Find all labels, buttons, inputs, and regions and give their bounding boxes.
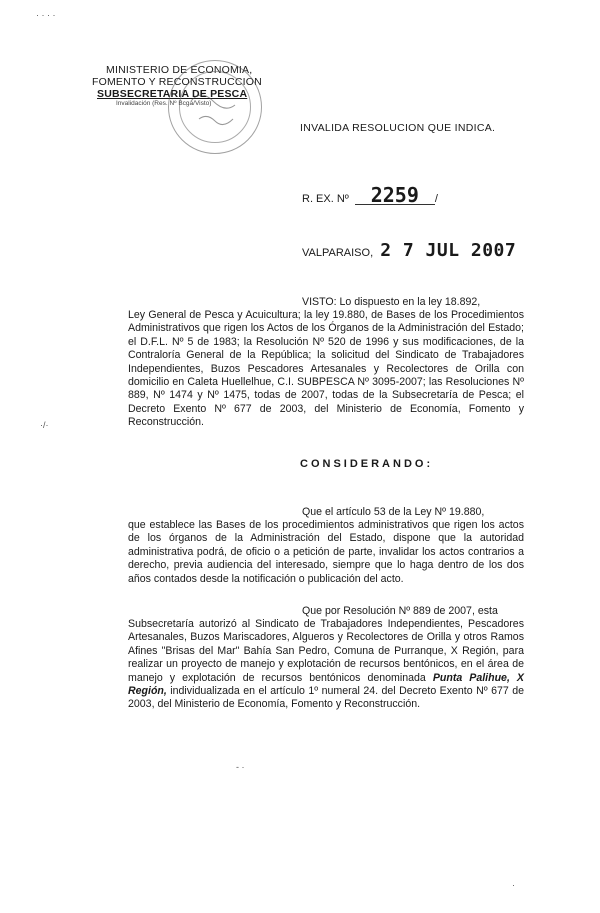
date-stamp: 2 7 JUL 2007 — [380, 240, 517, 261]
ministry-line-2: FOMENTO Y RECONSTRUCCION — [92, 76, 262, 88]
resolution-number-row — [302, 183, 438, 207]
resolution-trail: / — [434, 193, 438, 205]
ministry-line-1: MINISTERIO DE ECONOMIA, — [106, 64, 253, 76]
resolution-number: 2259 — [355, 186, 435, 205]
visto-body: Ley General de Pesca y Acuicultura; la ley 19.880, de Bases de los Procedimientos Administrativos que rigen los Actos de los Órganos de la Administración del Estado; el D.F.L. Nº 5 de 1983; la Resolución Nº 520 de 1996 y sus modificaciones, de la Contraloría General de la República; la solicitud del Sindicato de Trabajadores Independientes, Buzos Pescadores Artesanales y Recolectores de Orilla con domicilio en Caleta Huellelhue, C.I. SUBPESCA Nº 3095-2007; las Resoluciones Nº 889, Nº 1474 y Nº 1475, todas de 2007, todas de la Subsecretaría de Pesca; el Decreto Exento Nº 677 de 2003, del Ministerio de Economía, Fomento y Reconstrucción. — [128, 309, 524, 429]
resolution-label: R. EX. Nº — [302, 193, 349, 205]
clause-2-area-name: Punta Palihue, X Región, — [128, 671, 524, 698]
clause-2-text-before: Subsecretaría autorizó al Sindicato de Trabajadores Independientes, Pescadores Artesanales, Buzos Mariscadores, Algueros y Recolectores de Orilla y otros Ramos Afines "Brisas del Mar" Bahía San Pedro, Comuna de Purranque, X Región, para realizar un proyecto de manejo y explotación de recursos bentónicos, en el área de manejo y explotación de recursos bentónicos denominada — [128, 618, 524, 684]
clause-1-body: que establece las Bases de los procedimientos administrativos que rigen los actos de los órganos de la Administración del Estado, dispone que la autoridad administrativa podrá, de oficio o a petición de parte, invalidar los actos contrarios a derecho, previa audiencia del interesado, siempre que lo haga dentro de los dos años contados desde la notificación o publicación del acto. — [128, 519, 524, 585]
clause-2-text-after: individualizada en el artículo 1º numeral 24. del Decreto Exento Nº 677 de 2003, del Ministerio de Economía, Fomento y Reconstrucción. — [128, 685, 524, 711]
clause-2-body — [128, 618, 524, 712]
margin-mark: ·/· — [40, 420, 49, 430]
bottom-speck: - · — [236, 762, 245, 772]
clause-2-lead: Que por Resolución Nº 889 de 2007, esta — [302, 605, 498, 617]
official-seal-stamp — [168, 60, 262, 154]
subsecretaria-line: SUBSECRETARIA DE PESCA — [97, 88, 248, 100]
date-row — [302, 240, 516, 261]
date-place: VALPARAISO, — [302, 247, 374, 259]
corner-speck: · — [512, 880, 515, 890]
clause-1-lead: Que el artículo 53 de la Ley Nº 19.880, — [302, 506, 485, 518]
reference-line: Invalidación (Res. Nº Bcga/Visto) — [116, 100, 212, 107]
document-title: INVALIDA RESOLUCION QUE INDICA. — [300, 122, 496, 134]
scan-specks: · · · · — [36, 10, 56, 20]
seal-scribble — [169, 61, 261, 153]
considerando-heading: CONSIDERANDO: — [300, 458, 434, 470]
visto-lead: VISTO: Lo dispuesto en la ley 18.892, — [302, 296, 481, 308]
